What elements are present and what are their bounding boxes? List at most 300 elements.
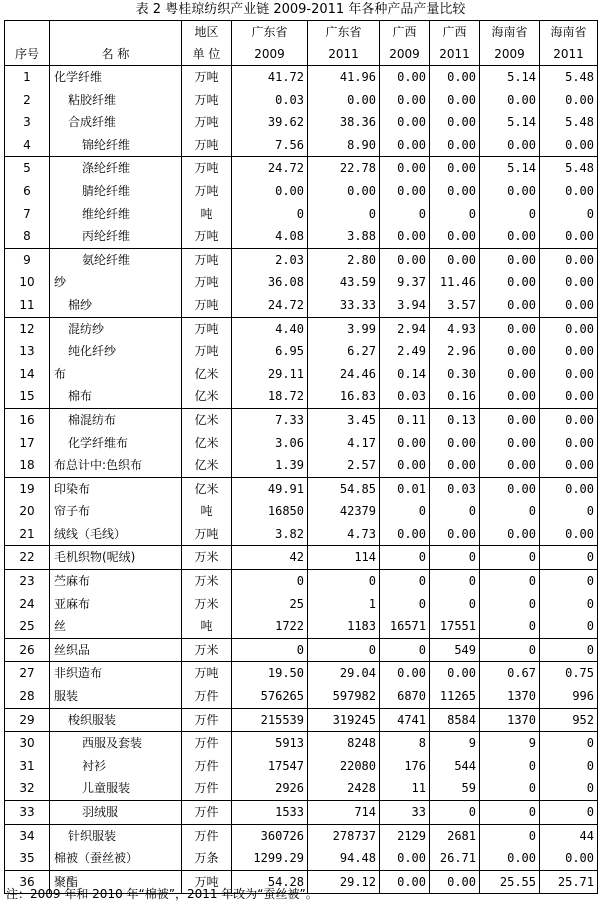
value-cell: 0.00 <box>430 225 480 248</box>
value-cell: 2926 <box>232 777 308 800</box>
value-cell: 1183 <box>308 615 380 638</box>
seq-cell: 2 <box>5 89 50 112</box>
name-cell: 非织造布 <box>50 662 182 685</box>
table-row <box>5 570 598 593</box>
name-cell: 布总计中:色织布 <box>50 454 182 477</box>
value-cell: 3.88 <box>308 225 380 248</box>
seq-cell: 36 <box>5 870 50 894</box>
value-cell: 22080 <box>308 755 380 778</box>
value-cell: 0 <box>430 203 480 226</box>
value-cell: 0 <box>480 546 540 570</box>
value-cell: 0 <box>380 546 430 570</box>
name-cell: 印染布 <box>50 477 182 500</box>
unit-cell: 万吨 <box>182 134 232 157</box>
value-cell: 0.00 <box>380 225 430 248</box>
value-cell: 360726 <box>232 824 308 847</box>
table-row <box>5 66 598 89</box>
name-cell: 化学纤维布 <box>50 432 182 455</box>
seq-cell: 28 <box>5 685 50 708</box>
seq-cell: 6 <box>5 180 50 203</box>
unit-cell: 万吨 <box>182 271 232 294</box>
value-cell: 5.14 <box>480 111 540 134</box>
value-cell: 0.00 <box>380 180 430 203</box>
header-cell: 序号 <box>5 43 50 66</box>
header-cell: 2011 <box>540 43 598 66</box>
value-cell: 0 <box>480 777 540 800</box>
unit-cell: 万吨 <box>182 662 232 685</box>
value-cell: 0 <box>480 615 540 638</box>
value-cell: 0.00 <box>480 317 540 340</box>
value-cell: 5913 <box>232 732 308 755</box>
value-cell: 0.00 <box>480 408 540 431</box>
value-cell: 1533 <box>232 801 308 825</box>
value-cell: 9 <box>480 732 540 755</box>
name-cell: 羽绒服 <box>50 801 182 825</box>
table-row <box>5 662 598 685</box>
value-cell: 3.45 <box>308 408 380 431</box>
table-row <box>5 385 598 408</box>
value-cell: 0.00 <box>480 340 540 363</box>
value-cell: 2.96 <box>430 340 480 363</box>
unit-cell: 万吨 <box>182 157 232 180</box>
seq-cell: 1 <box>5 66 50 89</box>
value-cell: 176 <box>380 755 430 778</box>
table-row <box>5 732 598 755</box>
value-cell: 25 <box>232 593 308 616</box>
table-row <box>5 593 598 616</box>
value-cell: 0 <box>540 638 598 662</box>
table-row <box>5 203 598 226</box>
footnote: 注：2009 年和 2010 年“棉被”，2011 年改为“蚕丝被”。 <box>6 887 318 901</box>
name-cell: 服装 <box>50 685 182 708</box>
value-cell: 0 <box>380 638 430 662</box>
name-cell: 维纶纤维 <box>50 203 182 226</box>
unit-cell: 万件 <box>182 732 232 755</box>
unit-cell: 吨 <box>182 615 232 638</box>
value-cell: 0 <box>380 203 430 226</box>
value-cell: 0 <box>540 570 598 593</box>
value-cell: 25.55 <box>480 870 540 894</box>
unit-cell: 万件 <box>182 755 232 778</box>
value-cell: 0.00 <box>308 89 380 112</box>
value-cell: 1 <box>308 593 380 616</box>
value-cell: 0 <box>540 777 598 800</box>
value-cell: 576265 <box>232 685 308 708</box>
value-cell: 5.48 <box>540 111 598 134</box>
value-cell: 0 <box>232 570 308 593</box>
unit-cell: 亿米 <box>182 363 232 386</box>
value-cell: 2.49 <box>380 340 430 363</box>
seq-cell: 20 <box>5 500 50 523</box>
name-cell: 氨纶纤维 <box>50 248 182 271</box>
value-cell: 0.00 <box>480 271 540 294</box>
value-cell: 16.83 <box>308 385 380 408</box>
value-cell: 0 <box>540 615 598 638</box>
table-row <box>5 89 598 112</box>
value-cell: 4.17 <box>308 432 380 455</box>
value-cell: 24.72 <box>232 157 308 180</box>
unit-cell: 万件 <box>182 824 232 847</box>
value-cell: 0.03 <box>232 89 308 112</box>
value-cell: 26.71 <box>430 847 480 870</box>
value-cell: 3.57 <box>430 294 480 317</box>
value-cell: 0.13 <box>430 408 480 431</box>
name-cell: 合成纤维 <box>50 111 182 134</box>
value-cell: 25.71 <box>540 870 598 894</box>
unit-cell: 万吨 <box>182 111 232 134</box>
value-cell: 8.90 <box>308 134 380 157</box>
value-cell: 0 <box>540 546 598 570</box>
value-cell: 11.46 <box>430 271 480 294</box>
value-cell: 0.00 <box>540 363 598 386</box>
value-cell: 0 <box>430 801 480 825</box>
value-cell: 0.00 <box>430 66 480 89</box>
table-row <box>5 317 598 340</box>
name-cell: 针织服装 <box>50 824 182 847</box>
value-cell: 0.00 <box>430 870 480 894</box>
value-cell: 0.00 <box>380 523 430 546</box>
value-cell: 0.00 <box>480 454 540 477</box>
value-cell: 0.30 <box>430 363 480 386</box>
value-cell: 2681 <box>430 824 480 847</box>
seq-cell: 26 <box>5 638 50 662</box>
name-cell: 化学纤维 <box>50 66 182 89</box>
value-cell: 3.06 <box>232 432 308 455</box>
unit-cell: 亿米 <box>182 408 232 431</box>
value-cell: 0.00 <box>480 432 540 455</box>
value-cell: 24.72 <box>232 294 308 317</box>
seq-cell: 22 <box>5 546 50 570</box>
value-cell: 0.00 <box>480 385 540 408</box>
header-cell: 2011 <box>430 43 480 66</box>
table-row <box>5 546 598 570</box>
value-cell: 3.94 <box>380 294 430 317</box>
value-cell: 4741 <box>380 708 430 732</box>
value-cell: 0.00 <box>430 157 480 180</box>
value-cell: 6.27 <box>308 340 380 363</box>
unit-cell: 万吨 <box>182 89 232 112</box>
value-cell: 4.40 <box>232 317 308 340</box>
value-cell: 0.00 <box>380 847 430 870</box>
name-cell: 混纺纱 <box>50 317 182 340</box>
value-cell: 0.00 <box>430 111 480 134</box>
value-cell: 0 <box>308 570 380 593</box>
value-cell: 0.00 <box>540 248 598 271</box>
value-cell: 0.00 <box>430 134 480 157</box>
value-cell: 39.62 <box>232 111 308 134</box>
seq-cell: 4 <box>5 134 50 157</box>
value-cell: 0.00 <box>480 225 540 248</box>
header-cell: 广西 <box>380 21 430 44</box>
value-cell: 42379 <box>308 500 380 523</box>
unit-cell: 万吨 <box>182 340 232 363</box>
value-cell: 0 <box>430 570 480 593</box>
value-cell: 0.00 <box>480 363 540 386</box>
value-cell: 0.00 <box>540 89 598 112</box>
seq-cell: 19 <box>5 477 50 500</box>
seq-cell: 29 <box>5 708 50 732</box>
value-cell: 0.00 <box>380 89 430 112</box>
value-cell: 17547 <box>232 755 308 778</box>
value-cell: 8 <box>380 732 430 755</box>
name-cell: 亚麻布 <box>50 593 182 616</box>
seq-cell: 31 <box>5 755 50 778</box>
value-cell: 952 <box>540 708 598 732</box>
seq-cell: 11 <box>5 294 50 317</box>
table-row <box>5 294 598 317</box>
seq-cell: 16 <box>5 408 50 431</box>
table-title: 表 2 粤桂琼纺织产业链 2009-2011 年各种产品产量比较 <box>135 2 466 17</box>
value-cell: 33 <box>380 801 430 825</box>
unit-cell: 亿米 <box>182 432 232 455</box>
value-cell: 0.00 <box>540 294 598 317</box>
header-cell: 广东省 <box>308 21 380 44</box>
seq-cell: 24 <box>5 593 50 616</box>
value-cell: 0 <box>480 638 540 662</box>
value-cell: 215539 <box>232 708 308 732</box>
value-cell: 0.00 <box>380 454 430 477</box>
header-row-region <box>5 21 598 44</box>
value-cell: 29.11 <box>232 363 308 386</box>
value-cell: 29.04 <box>308 662 380 685</box>
value-cell: 0.00 <box>308 180 380 203</box>
value-cell: 0 <box>540 593 598 616</box>
table-row <box>5 755 598 778</box>
value-cell: 0 <box>540 500 598 523</box>
value-cell: 0 <box>232 203 308 226</box>
value-cell: 0 <box>308 638 380 662</box>
table-row <box>5 824 598 847</box>
header-cell: 海南省 <box>480 21 540 44</box>
value-cell: 0.00 <box>480 294 540 317</box>
unit-cell: 万件 <box>182 777 232 800</box>
value-cell: 0.00 <box>540 408 598 431</box>
name-cell: 涤纶纤维 <box>50 157 182 180</box>
value-cell: 33.33 <box>308 294 380 317</box>
seq-cell: 8 <box>5 225 50 248</box>
value-cell: 0 <box>380 570 430 593</box>
value-cell: 0.00 <box>480 523 540 546</box>
name-cell: 纯化纤纱 <box>50 340 182 363</box>
table-row <box>5 477 598 500</box>
name-cell: 棉布 <box>50 385 182 408</box>
value-cell: 0.00 <box>380 248 430 271</box>
value-cell: 0.00 <box>540 317 598 340</box>
value-cell: 0 <box>430 500 480 523</box>
value-cell: 0 <box>480 824 540 847</box>
value-cell: 0.00 <box>430 454 480 477</box>
value-cell: 5.14 <box>480 157 540 180</box>
seq-cell: 21 <box>5 523 50 546</box>
value-cell: 0.00 <box>480 248 540 271</box>
name-cell: 绒线（毛线） <box>50 523 182 546</box>
value-cell: 59 <box>430 777 480 800</box>
unit-cell: 万米 <box>182 546 232 570</box>
value-cell: 0 <box>540 732 598 755</box>
value-cell: 0.00 <box>480 134 540 157</box>
table-row <box>5 111 598 134</box>
value-cell: 0.00 <box>380 157 430 180</box>
value-cell: 42 <box>232 546 308 570</box>
seq-cell: 17 <box>5 432 50 455</box>
value-cell: 44 <box>540 824 598 847</box>
name-cell: 腈纶纤维 <box>50 180 182 203</box>
value-cell: 0 <box>540 755 598 778</box>
unit-cell: 万吨 <box>182 870 232 894</box>
value-cell: 0.67 <box>480 662 540 685</box>
unit-cell: 万米 <box>182 638 232 662</box>
header-cell <box>5 21 50 44</box>
table-row <box>5 777 598 800</box>
value-cell: 0 <box>232 638 308 662</box>
seq-cell: 23 <box>5 570 50 593</box>
seq-cell: 18 <box>5 454 50 477</box>
table-row <box>5 523 598 546</box>
value-cell: 0.00 <box>232 180 308 203</box>
value-cell: 0.00 <box>540 454 598 477</box>
name-cell: 衬衫 <box>50 755 182 778</box>
table-row <box>5 615 598 638</box>
seq-cell: 33 <box>5 801 50 825</box>
seq-cell: 9 <box>5 248 50 271</box>
value-cell: 0.00 <box>540 180 598 203</box>
value-cell: 7.56 <box>232 134 308 157</box>
value-cell: 49.91 <box>232 477 308 500</box>
seq-cell: 27 <box>5 662 50 685</box>
unit-cell: 万吨 <box>182 248 232 271</box>
value-cell: 36.08 <box>232 271 308 294</box>
value-cell: 2129 <box>380 824 430 847</box>
header-cell: 广东省 <box>232 21 308 44</box>
value-cell: 9 <box>430 732 480 755</box>
value-cell: 9.37 <box>380 271 430 294</box>
name-cell: 梭织服装 <box>50 708 182 732</box>
header-cell: 2011 <box>308 43 380 66</box>
name-cell: 粘胶纤维 <box>50 89 182 112</box>
value-cell: 18.72 <box>232 385 308 408</box>
table-row <box>5 363 598 386</box>
value-cell: 0.00 <box>430 662 480 685</box>
value-cell: 7.33 <box>232 408 308 431</box>
value-cell: 0 <box>540 801 598 825</box>
unit-cell: 万吨 <box>182 317 232 340</box>
name-cell: 锦纶纤维 <box>50 134 182 157</box>
unit-cell: 亿米 <box>182 454 232 477</box>
value-cell: 1.39 <box>232 454 308 477</box>
value-cell: 597982 <box>308 685 380 708</box>
name-cell: 纱 <box>50 271 182 294</box>
value-cell: 0 <box>430 593 480 616</box>
table-row <box>5 225 598 248</box>
table-row <box>5 708 598 732</box>
value-cell: 278737 <box>308 824 380 847</box>
value-cell: 3.82 <box>232 523 308 546</box>
value-cell: 2.03 <box>232 248 308 271</box>
value-cell: 0.00 <box>540 523 598 546</box>
value-cell: 2.80 <box>308 248 380 271</box>
header-cell: 2009 <box>380 43 430 66</box>
seq-cell: 12 <box>5 317 50 340</box>
value-cell: 11265 <box>430 685 480 708</box>
unit-cell: 万件 <box>182 708 232 732</box>
value-cell: 0.00 <box>430 180 480 203</box>
seq-cell: 7 <box>5 203 50 226</box>
value-cell: 2428 <box>308 777 380 800</box>
table-row <box>5 638 598 662</box>
value-cell: 16571 <box>380 615 430 638</box>
name-cell: 帘子布 <box>50 500 182 523</box>
table-row <box>5 847 598 870</box>
table-row <box>5 157 598 180</box>
value-cell: 0.00 <box>430 89 480 112</box>
value-cell: 0.00 <box>380 134 430 157</box>
value-cell: 4.08 <box>232 225 308 248</box>
unit-cell: 万吨 <box>182 66 232 89</box>
value-cell: 0.00 <box>480 477 540 500</box>
value-cell: 0 <box>480 755 540 778</box>
value-cell: 0 <box>480 203 540 226</box>
value-cell: 0.00 <box>380 111 430 134</box>
value-cell: 0.00 <box>540 432 598 455</box>
name-cell: 丝 <box>50 615 182 638</box>
value-cell: 54.28 <box>232 870 308 894</box>
header-cell: 单 位 <box>182 43 232 66</box>
name-cell: 棉纱 <box>50 294 182 317</box>
value-cell: 38.36 <box>308 111 380 134</box>
table-row <box>5 454 598 477</box>
production-table <box>4 20 598 894</box>
value-cell: 22.78 <box>308 157 380 180</box>
table-row <box>5 271 598 294</box>
name-cell: 聚酯 <box>50 870 182 894</box>
value-cell: 1370 <box>480 708 540 732</box>
value-cell: 0.00 <box>540 847 598 870</box>
value-cell: 0 <box>308 203 380 226</box>
value-cell: 41.96 <box>308 66 380 89</box>
value-cell: 6.95 <box>232 340 308 363</box>
value-cell: 996 <box>540 685 598 708</box>
unit-cell: 亿米 <box>182 477 232 500</box>
header-cell: 2009 <box>232 43 308 66</box>
value-cell: 0 <box>380 500 430 523</box>
unit-cell: 吨 <box>182 203 232 226</box>
unit-cell: 万吨 <box>182 294 232 317</box>
value-cell: 0 <box>480 500 540 523</box>
name-cell: 棉被（蚕丝被） <box>50 847 182 870</box>
value-cell: 0 <box>480 593 540 616</box>
unit-cell: 亿米 <box>182 385 232 408</box>
unit-cell: 万吨 <box>182 523 232 546</box>
value-cell: 8248 <box>308 732 380 755</box>
value-cell: 17551 <box>430 615 480 638</box>
value-cell: 0.00 <box>380 870 430 894</box>
value-cell: 0.00 <box>540 271 598 294</box>
seq-cell: 25 <box>5 615 50 638</box>
table-row <box>5 432 598 455</box>
value-cell: 6870 <box>380 685 430 708</box>
seq-cell: 15 <box>5 385 50 408</box>
table-row <box>5 248 598 271</box>
unit-cell: 万条 <box>182 847 232 870</box>
value-cell: 0.14 <box>380 363 430 386</box>
value-cell: 43.59 <box>308 271 380 294</box>
unit-cell: 吨 <box>182 500 232 523</box>
unit-cell: 万吨 <box>182 180 232 203</box>
value-cell: 319245 <box>308 708 380 732</box>
seq-cell: 10 <box>5 271 50 294</box>
name-cell: 丝织品 <box>50 638 182 662</box>
value-cell: 0.16 <box>430 385 480 408</box>
